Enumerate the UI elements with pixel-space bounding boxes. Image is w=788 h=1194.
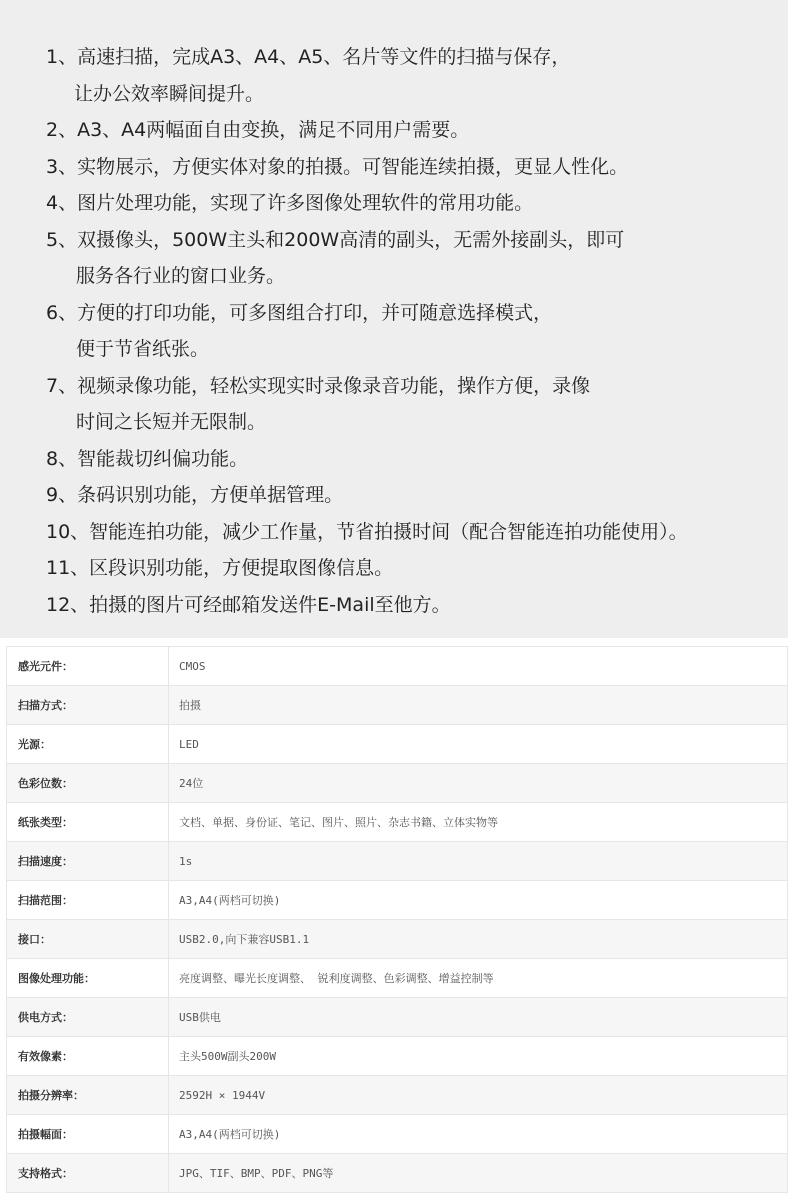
spec-label: 供电方式： [7, 998, 169, 1037]
feature-item-11: 11、区段识别功能，方便提取图像信息。 [46, 557, 394, 579]
feature-item-4: 4、图片处理功能，实现了许多图像处理软件的常用功能。 [46, 192, 534, 214]
spec-value: 2592H × 1944V [169, 1076, 788, 1115]
table-row [7, 803, 788, 842]
spec-value: USB供电 [169, 998, 788, 1037]
table-row [7, 842, 788, 881]
feature-item-7: 7、视频录像功能，轻松实现实时录像录音功能，操作方便，录像 [46, 374, 591, 397]
table-row [7, 1115, 788, 1154]
feature-item-7-cont: 时间之长短并无限制。 [76, 411, 267, 433]
spec-value: 主头500W副头200W [169, 1037, 788, 1076]
spec-label: 感光元件： [7, 647, 169, 686]
feature-item-3: 3、实物展示，方便实体对象的拍摄。可智能连续拍摄，更显人性化。 [46, 155, 629, 178]
table-row [7, 881, 788, 920]
feature-item-5: 5、双摄像头，500W主头和200W高清的副头，无需外接副头，即可 [46, 228, 625, 251]
table-row [7, 959, 788, 998]
feature-item-6-cont: 便于节省纸张。 [76, 338, 210, 360]
feature-item-2: 2、A3、A4两幅面自由变换，满足不同用户需要。 [46, 119, 470, 141]
feature-item-12: 12、拍摄的图片可经邮箱发送件E-Mail至他方。 [46, 593, 451, 616]
spec-label: 纸张类型： [7, 803, 169, 842]
feature-item-6: 6、方便的打印功能，可多图组合打印，并可随意选择模式， [46, 301, 553, 324]
spec-value: USB2.0,向下兼容USB1.1 [169, 920, 788, 959]
spec-value: JPG、TIF、BMP、PDF、PNG等 [169, 1154, 788, 1193]
table-row [7, 1076, 788, 1115]
spec-label: 扫描范围： [7, 881, 169, 920]
table-row [7, 1037, 788, 1076]
spec-table-container [6, 646, 788, 1193]
spec-label: 扫描方式： [7, 686, 169, 725]
table-row [7, 1154, 788, 1193]
table-row [7, 647, 788, 686]
spec-label: 拍摄幅面： [7, 1115, 169, 1154]
feature-item-1-cont: 让办公效率瞬间提升。 [74, 82, 265, 105]
spec-value: LED [169, 725, 788, 764]
feature-item-1: 1、高速扫描，完成A3、A4、A5、名片等文件的扫描与保存， [46, 46, 571, 68]
spec-table [6, 646, 788, 1193]
spec-label: 图像处理功能： [7, 959, 169, 998]
table-row [7, 764, 788, 803]
spec-value: 1s [169, 842, 788, 881]
spec-label: 扫描速度： [7, 842, 169, 881]
spec-value: CMOS [169, 647, 788, 686]
feature-item-9: 9、条码识别功能，方便单据管理。 [46, 484, 344, 506]
table-row [7, 998, 788, 1037]
spec-value: 文档、单据、身份证、笔记、图片、照片、杂志书籍、立体实物等 [169, 803, 788, 842]
spec-label: 光源： [7, 725, 169, 764]
spec-label: 支持格式： [7, 1154, 169, 1193]
spec-label: 接口： [7, 920, 169, 959]
spec-value: A3,A4(两档可切换) [169, 881, 788, 920]
spec-label: 色彩位数： [7, 764, 169, 803]
feature-item-5-cont: 服务各行业的窗口业务。 [76, 265, 286, 287]
spec-value: 拍摄 [169, 686, 788, 725]
table-row [7, 725, 788, 764]
spec-label: 有效像素： [7, 1037, 169, 1076]
feature-item-10: 10、智能连拍功能，减少工作量，节省拍摄时间（配合智能连拍功能使用）。 [46, 520, 688, 543]
spec-value: A3,A4(两档可切换) [169, 1115, 788, 1154]
table-row [7, 686, 788, 725]
feature-item-8: 8、智能裁切纠偏功能。 [46, 447, 249, 470]
spec-value: 亮度调整、曝光长度调整、 锐利度调整、色彩调整、增益控制等 [169, 959, 788, 998]
spec-value: 24位 [169, 764, 788, 803]
spec-label: 拍摄分辨率： [7, 1076, 169, 1115]
table-row [7, 920, 788, 959]
